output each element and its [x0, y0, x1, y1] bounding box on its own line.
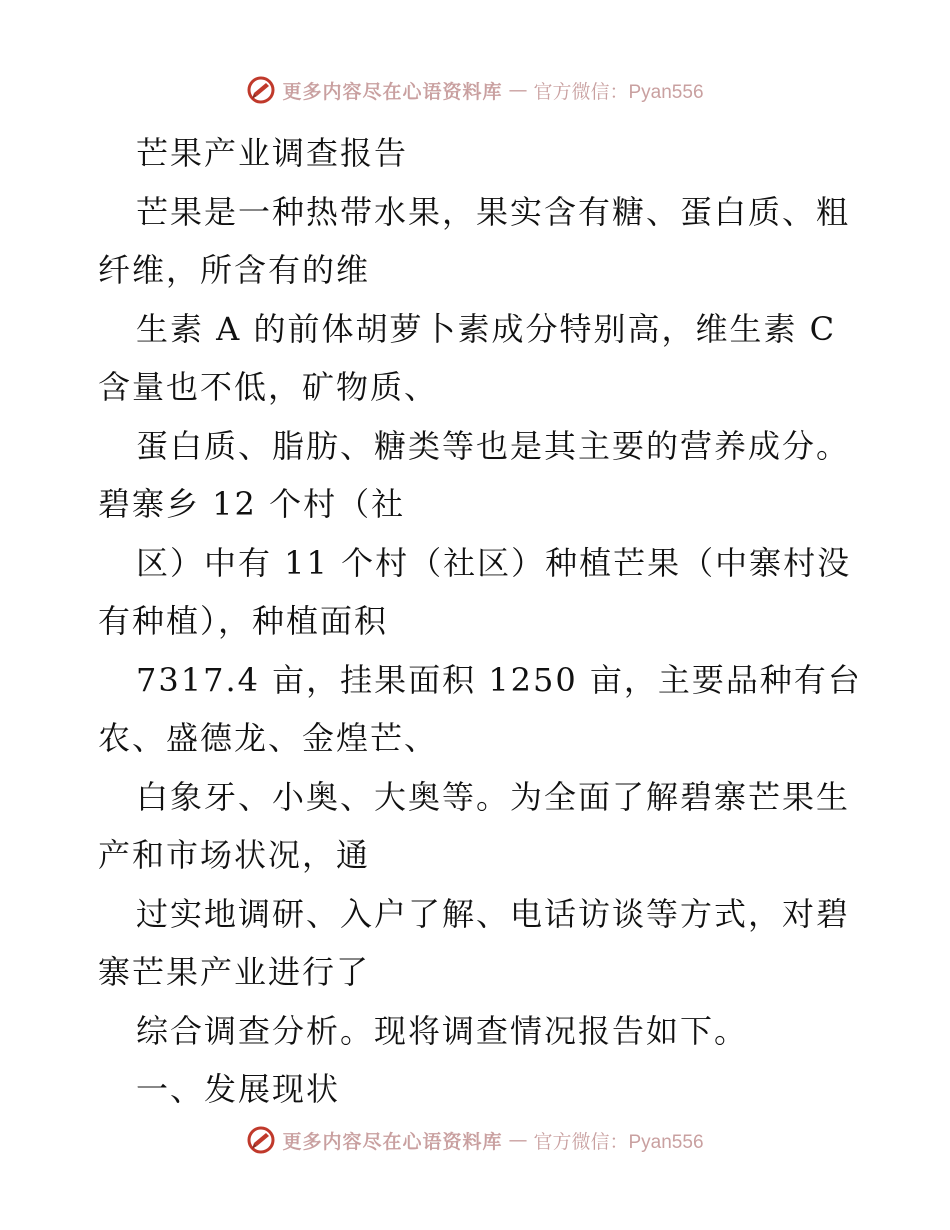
- watermark-dash: —: [508, 1129, 528, 1151]
- watermark-wechat: 官方微信：Pyan556: [533, 1131, 704, 1153]
- paragraph-line: 综合调查分析。现将调查情况报告如下。: [136, 1011, 749, 1050]
- document-title: 芒果产业调查报告: [136, 134, 409, 172]
- paragraph-line: 白象牙、小奥、大奥等。为全面了解碧寨芒果生: [136, 777, 851, 816]
- paragraph-line: 碧寨乡 12 个村（社: [98, 485, 406, 523]
- footer-watermark: [0, 1120, 950, 1160]
- watermark-dash: —: [508, 79, 528, 101]
- brand-logo-icon: [246, 1125, 276, 1155]
- watermark-wechat: 官方微信：Pyan556: [533, 81, 704, 103]
- paragraph-line: 含量也不低，矿物质、: [98, 368, 439, 406]
- paragraph-line: 寨芒果产业进行了: [98, 953, 371, 991]
- watermark-text: 更多内容尽在心语资料库: [282, 80, 503, 103]
- paragraph-line: 过实地调研、入户了解、电话访谈等方式，对碧: [136, 894, 851, 933]
- paragraph-line: 芒果是一种热带水果，果实含有糖、蛋白质、粗: [136, 192, 851, 231]
- paragraph-line: 产和市场状况，通: [98, 836, 371, 874]
- document-body: [98, 124, 862, 1119]
- paragraph-line: 农、盛德龙、金煌芒、: [98, 719, 439, 757]
- paragraph-line: 蛋白质、脂肪、糖类等也是其主要的营养成分。: [136, 426, 851, 465]
- section-heading: 一、发展现状: [136, 1070, 341, 1108]
- paragraph-line: 7317.4 亩，挂果面积 1250 亩，主要品种有台: [136, 660, 862, 699]
- paragraph-line: 区）中有 11 个村（社区）种植芒果（中寨村没: [136, 543, 852, 582]
- paragraph-line: 有种植），种植面积: [98, 602, 389, 640]
- brand-logo-icon: [246, 75, 276, 105]
- header-watermark: [0, 70, 950, 110]
- watermark-text: 更多内容尽在心语资料库: [282, 1130, 503, 1153]
- paragraph-line: 生素 A 的前体胡萝卜素成分特别高，维生素 C: [136, 309, 837, 348]
- paragraph-line: 纤维，所含有的维: [98, 251, 371, 289]
